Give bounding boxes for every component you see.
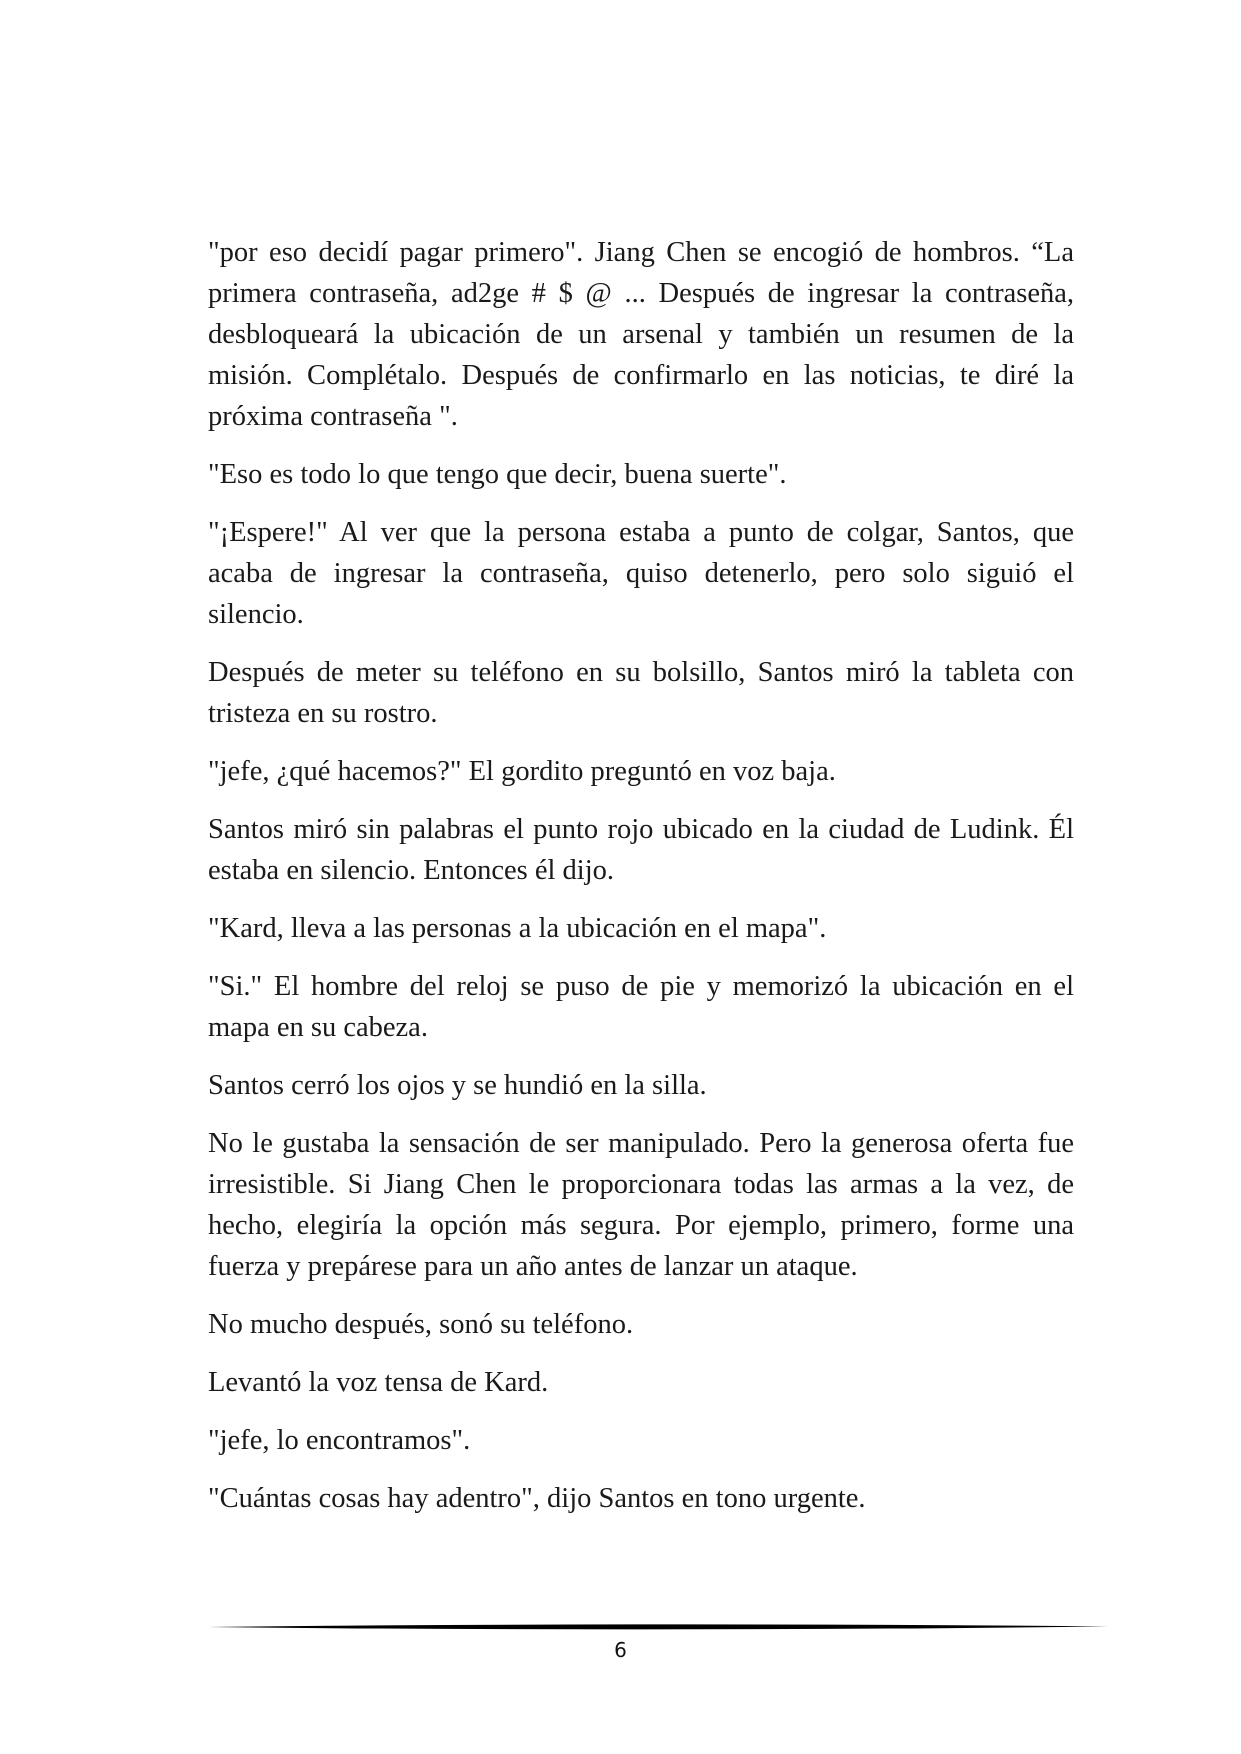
paragraph: Santos cerró los ojos y se hundió en la silla. [208,1070,707,1101]
footer-divider [208,1621,1108,1633]
paragraph: "¡Espere!" Al ver que la persona estaba a punto de colgar, Santos, que acaba de ingresar la contraseña, quiso detenerlo, pero solo siguió el silencio. [208,517,1074,630]
paragraph: "Si." El hombre del reloj se puso de pie y memorizó la ubicación en el mapa en su cabeza. [208,971,1074,1043]
paragraph: Santos miró sin palabras el punto rojo ubicado en la ciudad de Ludink. Él estaba en silencio. Entonces él dijo. [208,814,1074,886]
paragraph: Levantó la voz tensa de Kard. [208,1367,549,1398]
paragraph: "jefe, ¿qué hacemos?" El gordito preguntó en voz baja. [208,756,836,787]
paragraph: "Kard, lleva a las personas a la ubicación en el mapa". [208,913,827,944]
body-text [208,232,1074,1536]
paragraph: "Eso es todo lo que tengo que decir, buena suerte". [208,459,787,490]
paragraph: Después de meter su teléfono en su bolsillo, Santos miró la tableta con tristeza en su rostro. [208,657,1074,729]
paragraph: "jefe, lo encontramos". [208,1425,471,1456]
paragraph: No mucho después, sonó su teléfono. [208,1309,634,1340]
paragraph: "Cuántas cosas hay adentro", dijo Santos en tono urgente. [208,1483,866,1514]
paragraph: No le gustaba la sensación de ser manipulado. Pero la generosa oferta fue irresistible. Si Jiang Chen le proporcionara todas las armas a la vez, de hecho, elegiría la opción más segura. Por ejemplo, primero, forme una fuerza y prepárese para un año antes de lanzar un ataque. [208,1128,1074,1282]
paragraph: "por eso decidí pagar primero". Jiang Chen se encogió de hombros. “La primera contraseña, ad2ge # $ @ ... Después de ingresar la contraseña, desbloqueará la ubicación de un arsenal y también un resumen de la misión. Complétalo. Después de confirmarlo en las noticias, te diré la próxima contraseña ". [208,237,1074,432]
page-number: 6 [614,1638,627,1662]
